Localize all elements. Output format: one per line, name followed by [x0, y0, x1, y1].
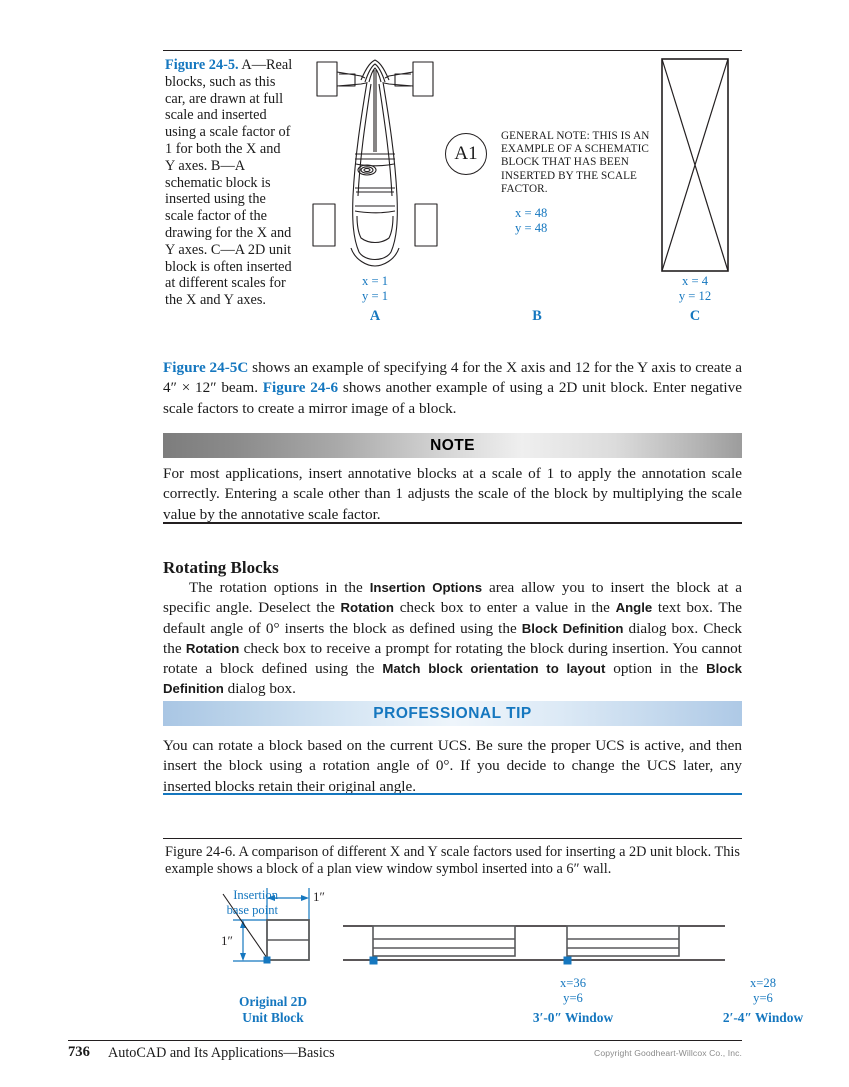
rotating-blocks-paragraph [163, 578, 742, 700]
figure-24-6-caption-text: A comparison of different X and Y scale factors used for inserting a 2D unit block. This example shows a block of a plan view window symbol inserted into a 6″ wall. [165, 844, 740, 877]
note-body-text: For most applications, insert annotative blocks at a scale of 1 to apply the annotation scale correctly. Entering a scale other than 1 adjusts the scale of the block by multiplying the scale value by the annotative scale factor. [163, 465, 742, 523]
note-banner-label: NOTE [430, 437, 475, 454]
race-car-svg [311, 56, 439, 276]
window-1-scale-labels [513, 976, 633, 1006]
note-bottom-rule [163, 522, 742, 524]
ui-term-rotation-2: Rotation [185, 640, 240, 656]
ui-term-angle: Angle [615, 600, 653, 616]
ui-term-rotation-1: Rotation [340, 600, 394, 616]
rot-text-6: check box to receive a prompt for rotating the block during insertion. You cannot rotate a block defined using the [163, 639, 742, 678]
professional-tip-banner [163, 701, 742, 726]
copyright-notice: Copyright Goodheart-Willcox Co., Inc. [594, 1048, 742, 1058]
window-1-title: 3′-0″ Window [532, 1010, 614, 1025]
part-c-scale-labels [651, 274, 739, 304]
running-head: AutoCAD and Its Applications—Basics [108, 1045, 335, 1061]
rot-text-5: dialog box. Check the [163, 619, 742, 657]
part-letter-a: A [369, 308, 381, 324]
figure-24-6-label: Figure 24-6. [165, 844, 236, 860]
figure-24-5-label: Figure 24-5. [165, 57, 239, 73]
figure-24-5 [163, 50, 742, 335]
unit-block-svg [661, 58, 729, 272]
rot-text-7: option in the [605, 660, 707, 678]
rot-text-8: dialog box. [223, 680, 296, 698]
part-a-scale-labels [311, 274, 439, 304]
footer-rule [68, 1040, 742, 1041]
bubble-label: A1 [454, 143, 478, 164]
unit-block-title-line-1: Original 2D [238, 994, 308, 1009]
general-note-text: GENERAL NOTE: THIS IS AN EXAMPLE OF A SCHEMATIC BLOCK THAT HAS BEEN INSERTED BY THE SCALE FACTOR. [501, 130, 650, 195]
note-banner [163, 433, 742, 458]
ui-term-insertion-options: Insertion Options [369, 580, 483, 595]
unit-block-title-line-2: Unit Block [242, 1009, 304, 1025]
ui-term-match-block-orientation: Match block orientation to layout [382, 661, 606, 677]
window-1-scale-y: y=6 [563, 991, 583, 1005]
figure-24-6-caption [165, 844, 740, 878]
part-a-scale-x: x = 1 [362, 274, 388, 288]
figure-ref-24-6: Figure 24-6 [262, 379, 339, 397]
window-2-scale-y: y=6 [753, 991, 773, 1005]
intro-paragraph [163, 358, 742, 419]
original-unit-block-title [208, 994, 338, 1025]
intro-text-1: shows an example of specifying 4 for the X axis and 12 for the Y axis to create a 4″ × 12″ beam. [163, 359, 742, 397]
insertion-base-point-line1: Insertion [233, 888, 278, 902]
figure-top-rule [163, 50, 742, 51]
figure-24-6 [163, 838, 804, 1033]
svg-text:1″: 1″ [221, 933, 233, 948]
ui-term-block-definition-2: Block Definition [163, 661, 742, 697]
insertion-base-point-callout [178, 888, 278, 917]
race-car-drawing [311, 56, 439, 276]
rot-text-2: area allow you to insert the block at a specific angle. Deselect the [163, 579, 742, 617]
rot-text-3: check box to enter a value in the [394, 599, 616, 617]
part-b-scale-x: x = 48 [515, 206, 548, 220]
part-letter-b: B [532, 308, 542, 324]
professional-tip-bottom-rule [163, 793, 742, 795]
window-2-scale-labels [703, 976, 823, 1006]
part-c-scale-y: y = 12 [678, 289, 712, 303]
intro-text-2: shows another example of using a 2D unit block. Enter negative scale factors to create a mirror image of a block. [163, 379, 742, 417]
page-number: 736 [68, 1044, 90, 1060]
figure-24-5-caption [165, 57, 293, 309]
window-1-scale-x: x=36 [560, 976, 586, 990]
professional-tip-label: PROFESSIONAL TIP [373, 705, 532, 722]
part-b-scale-y: y = 48 [515, 221, 548, 235]
part-letter-c: C [689, 308, 701, 324]
section-heading-rotating-blocks: Rotating Blocks [163, 558, 279, 578]
schematic-block-bubble [445, 133, 491, 179]
insertion-base-point-line2: base point [226, 902, 278, 917]
svg-text:1″: 1″ [313, 889, 325, 904]
figure-ref-24-5c: Figure 24-5C [163, 359, 249, 376]
part-a-scale-y: y = 1 [362, 289, 388, 303]
part-c-scale-x: x = 4 [682, 274, 708, 288]
professional-tip-body: You can rotate a block based on the current UCS. Be sure the proper UCS is active, and then insert the block using a rotation angle of 0°. If you decide to change the UCS later, any inserted blocks retain their original angle. [163, 737, 742, 795]
figure-24-6-top-rule [163, 838, 742, 839]
figure-24-5-caption-text: A—Real blocks, such as this car, are drawn at full scale and inserted using a scale factor of 1 for both the X and Y axes. B—A schematic block is inserted using the scale factor of the drawing for the X and Y axes. C—A 2D unit block is often inserted at different scales for the X and Y axes. [165, 57, 293, 309]
unit-block-rectangle [661, 58, 729, 272]
rot-text-4: text box. The default angle of 0° inserts the block as defined using the [163, 599, 742, 637]
part-b-scale-labels [515, 206, 635, 236]
rot-text-1: The rotation options in the [189, 579, 370, 596]
window-2-scale-x: x=28 [750, 976, 776, 990]
ui-term-block-definition-1: Block Definition [521, 620, 624, 636]
window-2-title: 2′-4″ Window [722, 1010, 804, 1025]
